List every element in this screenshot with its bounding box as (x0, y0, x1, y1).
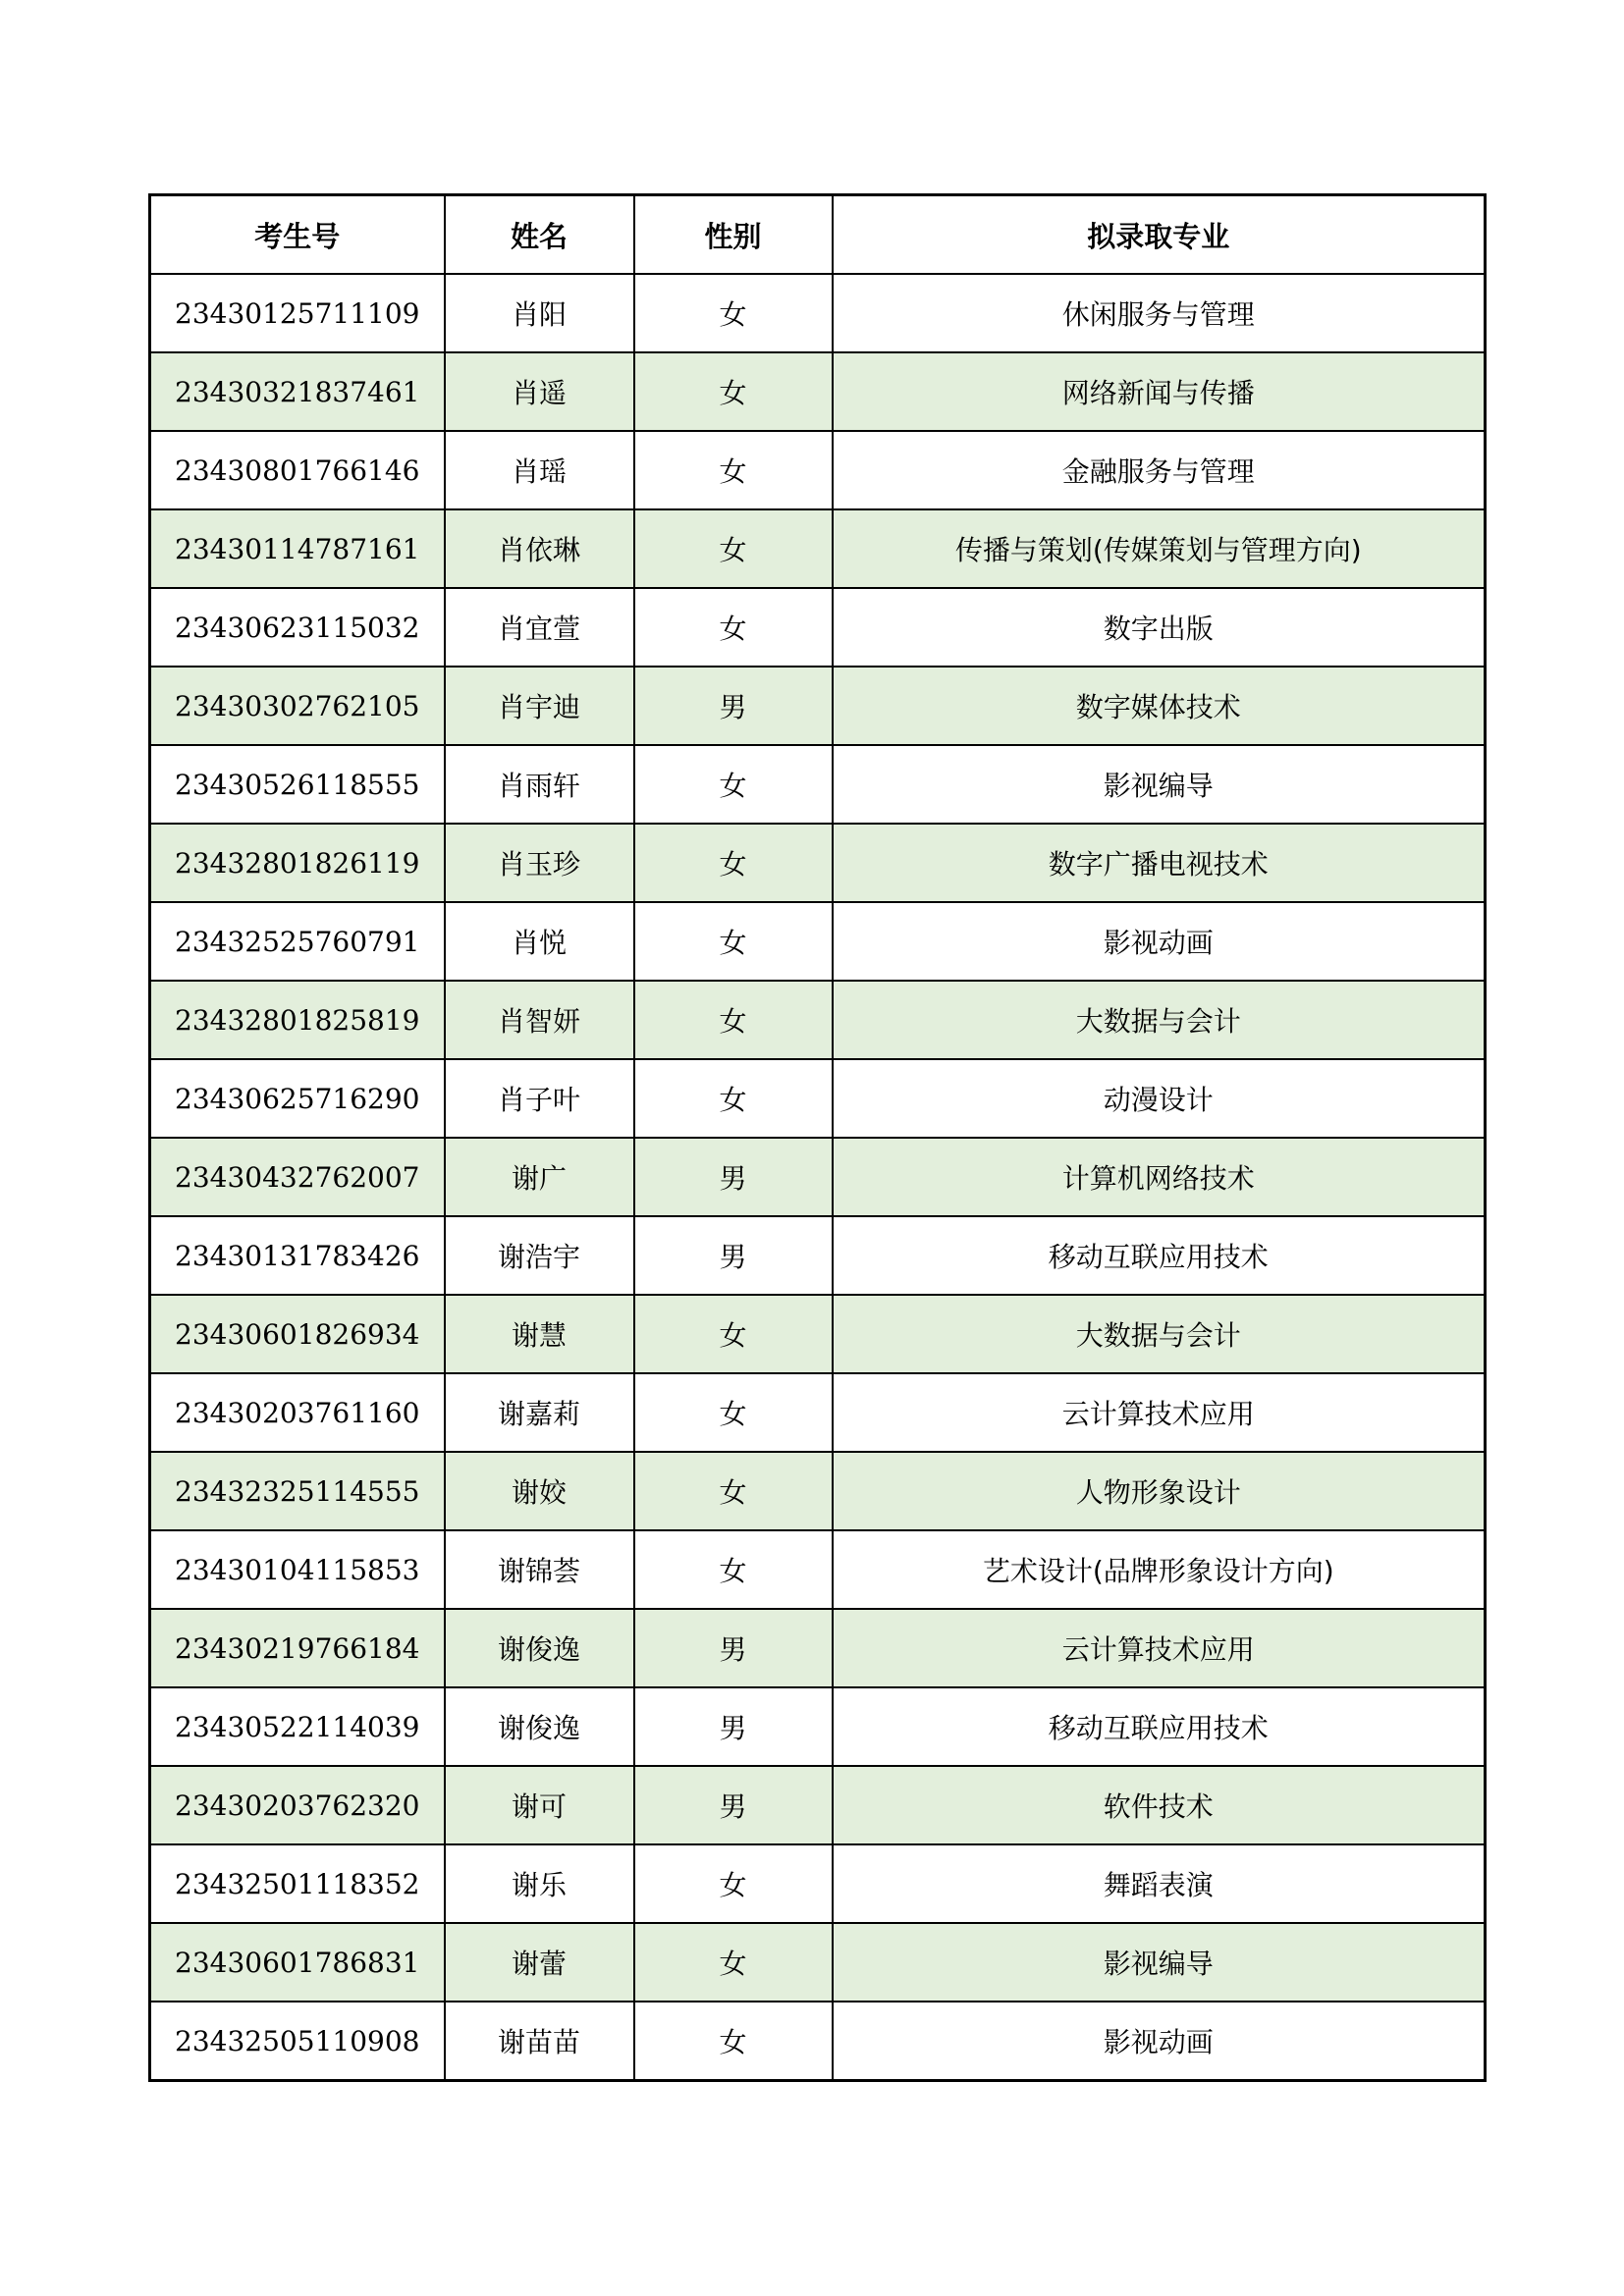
cell-candidate-id: 23430801766146 (150, 431, 445, 509)
header-gender: 性别 (634, 195, 833, 275)
header-row (150, 195, 1486, 275)
cell-candidate-id: 23430131783426 (150, 1216, 445, 1295)
cell-gender: 女 (634, 274, 833, 352)
cell-candidate-id: 23430203762320 (150, 1766, 445, 1844)
cell-major: 移动互联应用技术 (833, 1687, 1486, 1766)
header-major: 拟录取专业 (833, 195, 1486, 275)
cell-major: 人物形象设计 (833, 1452, 1486, 1530)
cell-name: 谢俊逸 (445, 1687, 634, 1766)
cell-name: 谢蕾 (445, 1923, 634, 2002)
cell-candidate-id: 23432505110908 (150, 2002, 445, 2081)
cell-candidate-id: 23430522114039 (150, 1687, 445, 1766)
table-row (150, 1687, 1486, 1766)
cell-gender: 女 (634, 1295, 833, 1373)
cell-major: 网络新闻与传播 (833, 352, 1486, 431)
cell-candidate-id: 23430114787161 (150, 509, 445, 588)
cell-major: 数字媒体技术 (833, 667, 1486, 745)
cell-candidate-id: 23430526118555 (150, 745, 445, 824)
cell-name: 谢乐 (445, 1844, 634, 1923)
cell-name: 谢可 (445, 1766, 634, 1844)
cell-name: 肖阳 (445, 274, 634, 352)
cell-gender: 女 (634, 981, 833, 1059)
cell-name: 肖雨轩 (445, 745, 634, 824)
cell-major: 数字出版 (833, 588, 1486, 667)
cell-candidate-id: 23430601786831 (150, 1923, 445, 2002)
cell-candidate-id: 23432801825819 (150, 981, 445, 1059)
cell-candidate-id: 23430321837461 (150, 352, 445, 431)
cell-major: 数字广播电视技术 (833, 824, 1486, 902)
cell-major: 休闲服务与管理 (833, 274, 1486, 352)
cell-major: 影视动画 (833, 2002, 1486, 2081)
cell-candidate-id: 23430125711109 (150, 274, 445, 352)
cell-major: 影视编导 (833, 1923, 1486, 2002)
cell-candidate-id: 23432501118352 (150, 1844, 445, 1923)
cell-name: 肖智妍 (445, 981, 634, 1059)
table-row (150, 1295, 1486, 1373)
cell-gender: 女 (634, 1923, 833, 2002)
table-row (150, 588, 1486, 667)
table-row (150, 1609, 1486, 1687)
cell-gender: 男 (634, 1216, 833, 1295)
cell-gender: 女 (634, 588, 833, 667)
table-row (150, 745, 1486, 824)
table-row (150, 1530, 1486, 1609)
cell-name: 肖宜萱 (445, 588, 634, 667)
cell-gender: 女 (634, 1530, 833, 1609)
cell-name: 谢浩宇 (445, 1216, 634, 1295)
cell-name: 肖玉珍 (445, 824, 634, 902)
cell-major: 动漫设计 (833, 1059, 1486, 1138)
table-row (150, 1059, 1486, 1138)
table-row (150, 902, 1486, 981)
table-row (150, 667, 1486, 745)
cell-name: 肖悦 (445, 902, 634, 981)
table-row (150, 274, 1486, 352)
cell-candidate-id: 23430623115032 (150, 588, 445, 667)
cell-name: 肖宇迪 (445, 667, 634, 745)
cell-major: 云计算技术应用 (833, 1609, 1486, 1687)
cell-gender: 女 (634, 1059, 833, 1138)
cell-gender: 女 (634, 745, 833, 824)
table-row (150, 1216, 1486, 1295)
table-row (150, 431, 1486, 509)
cell-gender: 男 (634, 1687, 833, 1766)
table-row (150, 1138, 1486, 1216)
cell-candidate-id: 23432525760791 (150, 902, 445, 981)
table-row (150, 1452, 1486, 1530)
cell-major: 移动互联应用技术 (833, 1216, 1486, 1295)
table-row (150, 352, 1486, 431)
cell-name: 谢苗苗 (445, 2002, 634, 2081)
cell-major: 云计算技术应用 (833, 1373, 1486, 1452)
cell-major: 软件技术 (833, 1766, 1486, 1844)
cell-gender: 女 (634, 509, 833, 588)
table-row (150, 1766, 1486, 1844)
cell-candidate-id: 23432325114555 (150, 1452, 445, 1530)
cell-major: 大数据与会计 (833, 981, 1486, 1059)
cell-name: 谢锦荟 (445, 1530, 634, 1609)
cell-major: 影视编导 (833, 745, 1486, 824)
cell-candidate-id: 23430601826934 (150, 1295, 445, 1373)
cell-gender: 男 (634, 667, 833, 745)
table-row (150, 1844, 1486, 1923)
cell-name: 谢嘉莉 (445, 1373, 634, 1452)
cell-candidate-id: 23430219766184 (150, 1609, 445, 1687)
cell-candidate-id: 23430432762007 (150, 1138, 445, 1216)
cell-candidate-id: 23430104115853 (150, 1530, 445, 1609)
cell-gender: 女 (634, 431, 833, 509)
cell-gender: 女 (634, 1373, 833, 1452)
cell-candidate-id: 23430203761160 (150, 1373, 445, 1452)
cell-gender: 男 (634, 1138, 833, 1216)
cell-name: 肖瑶 (445, 431, 634, 509)
cell-major: 金融服务与管理 (833, 431, 1486, 509)
cell-gender: 女 (634, 902, 833, 981)
cell-major: 计算机网络技术 (833, 1138, 1486, 1216)
cell-name: 谢广 (445, 1138, 634, 1216)
table-body (150, 274, 1486, 2081)
header-name: 姓名 (445, 195, 634, 275)
table-row (150, 1373, 1486, 1452)
cell-name: 肖遥 (445, 352, 634, 431)
table-row (150, 824, 1486, 902)
cell-candidate-id: 23430625716290 (150, 1059, 445, 1138)
cell-gender: 男 (634, 1766, 833, 1844)
cell-gender: 女 (634, 1844, 833, 1923)
table-row (150, 1923, 1486, 2002)
table-header (150, 195, 1486, 275)
cell-gender: 女 (634, 352, 833, 431)
admissions-table (148, 193, 1487, 2082)
table-row (150, 2002, 1486, 2081)
table-row (150, 509, 1486, 588)
cell-name: 肖依琳 (445, 509, 634, 588)
cell-gender: 女 (634, 1452, 833, 1530)
cell-major: 大数据与会计 (833, 1295, 1486, 1373)
cell-gender: 男 (634, 1609, 833, 1687)
cell-name: 肖子叶 (445, 1059, 634, 1138)
header-candidate-id: 考生号 (150, 195, 445, 275)
cell-major: 影视动画 (833, 902, 1486, 981)
table-row (150, 981, 1486, 1059)
cell-gender: 女 (634, 2002, 833, 2081)
cell-major: 艺术设计(品牌形象设计方向) (833, 1530, 1486, 1609)
cell-major: 舞蹈表演 (833, 1844, 1486, 1923)
cell-name: 谢姣 (445, 1452, 634, 1530)
cell-name: 谢俊逸 (445, 1609, 634, 1687)
cell-candidate-id: 23432801826119 (150, 824, 445, 902)
cell-major: 传播与策划(传媒策划与管理方向) (833, 509, 1486, 588)
cell-gender: 女 (634, 824, 833, 902)
cell-candidate-id: 23430302762105 (150, 667, 445, 745)
cell-name: 谢慧 (445, 1295, 634, 1373)
